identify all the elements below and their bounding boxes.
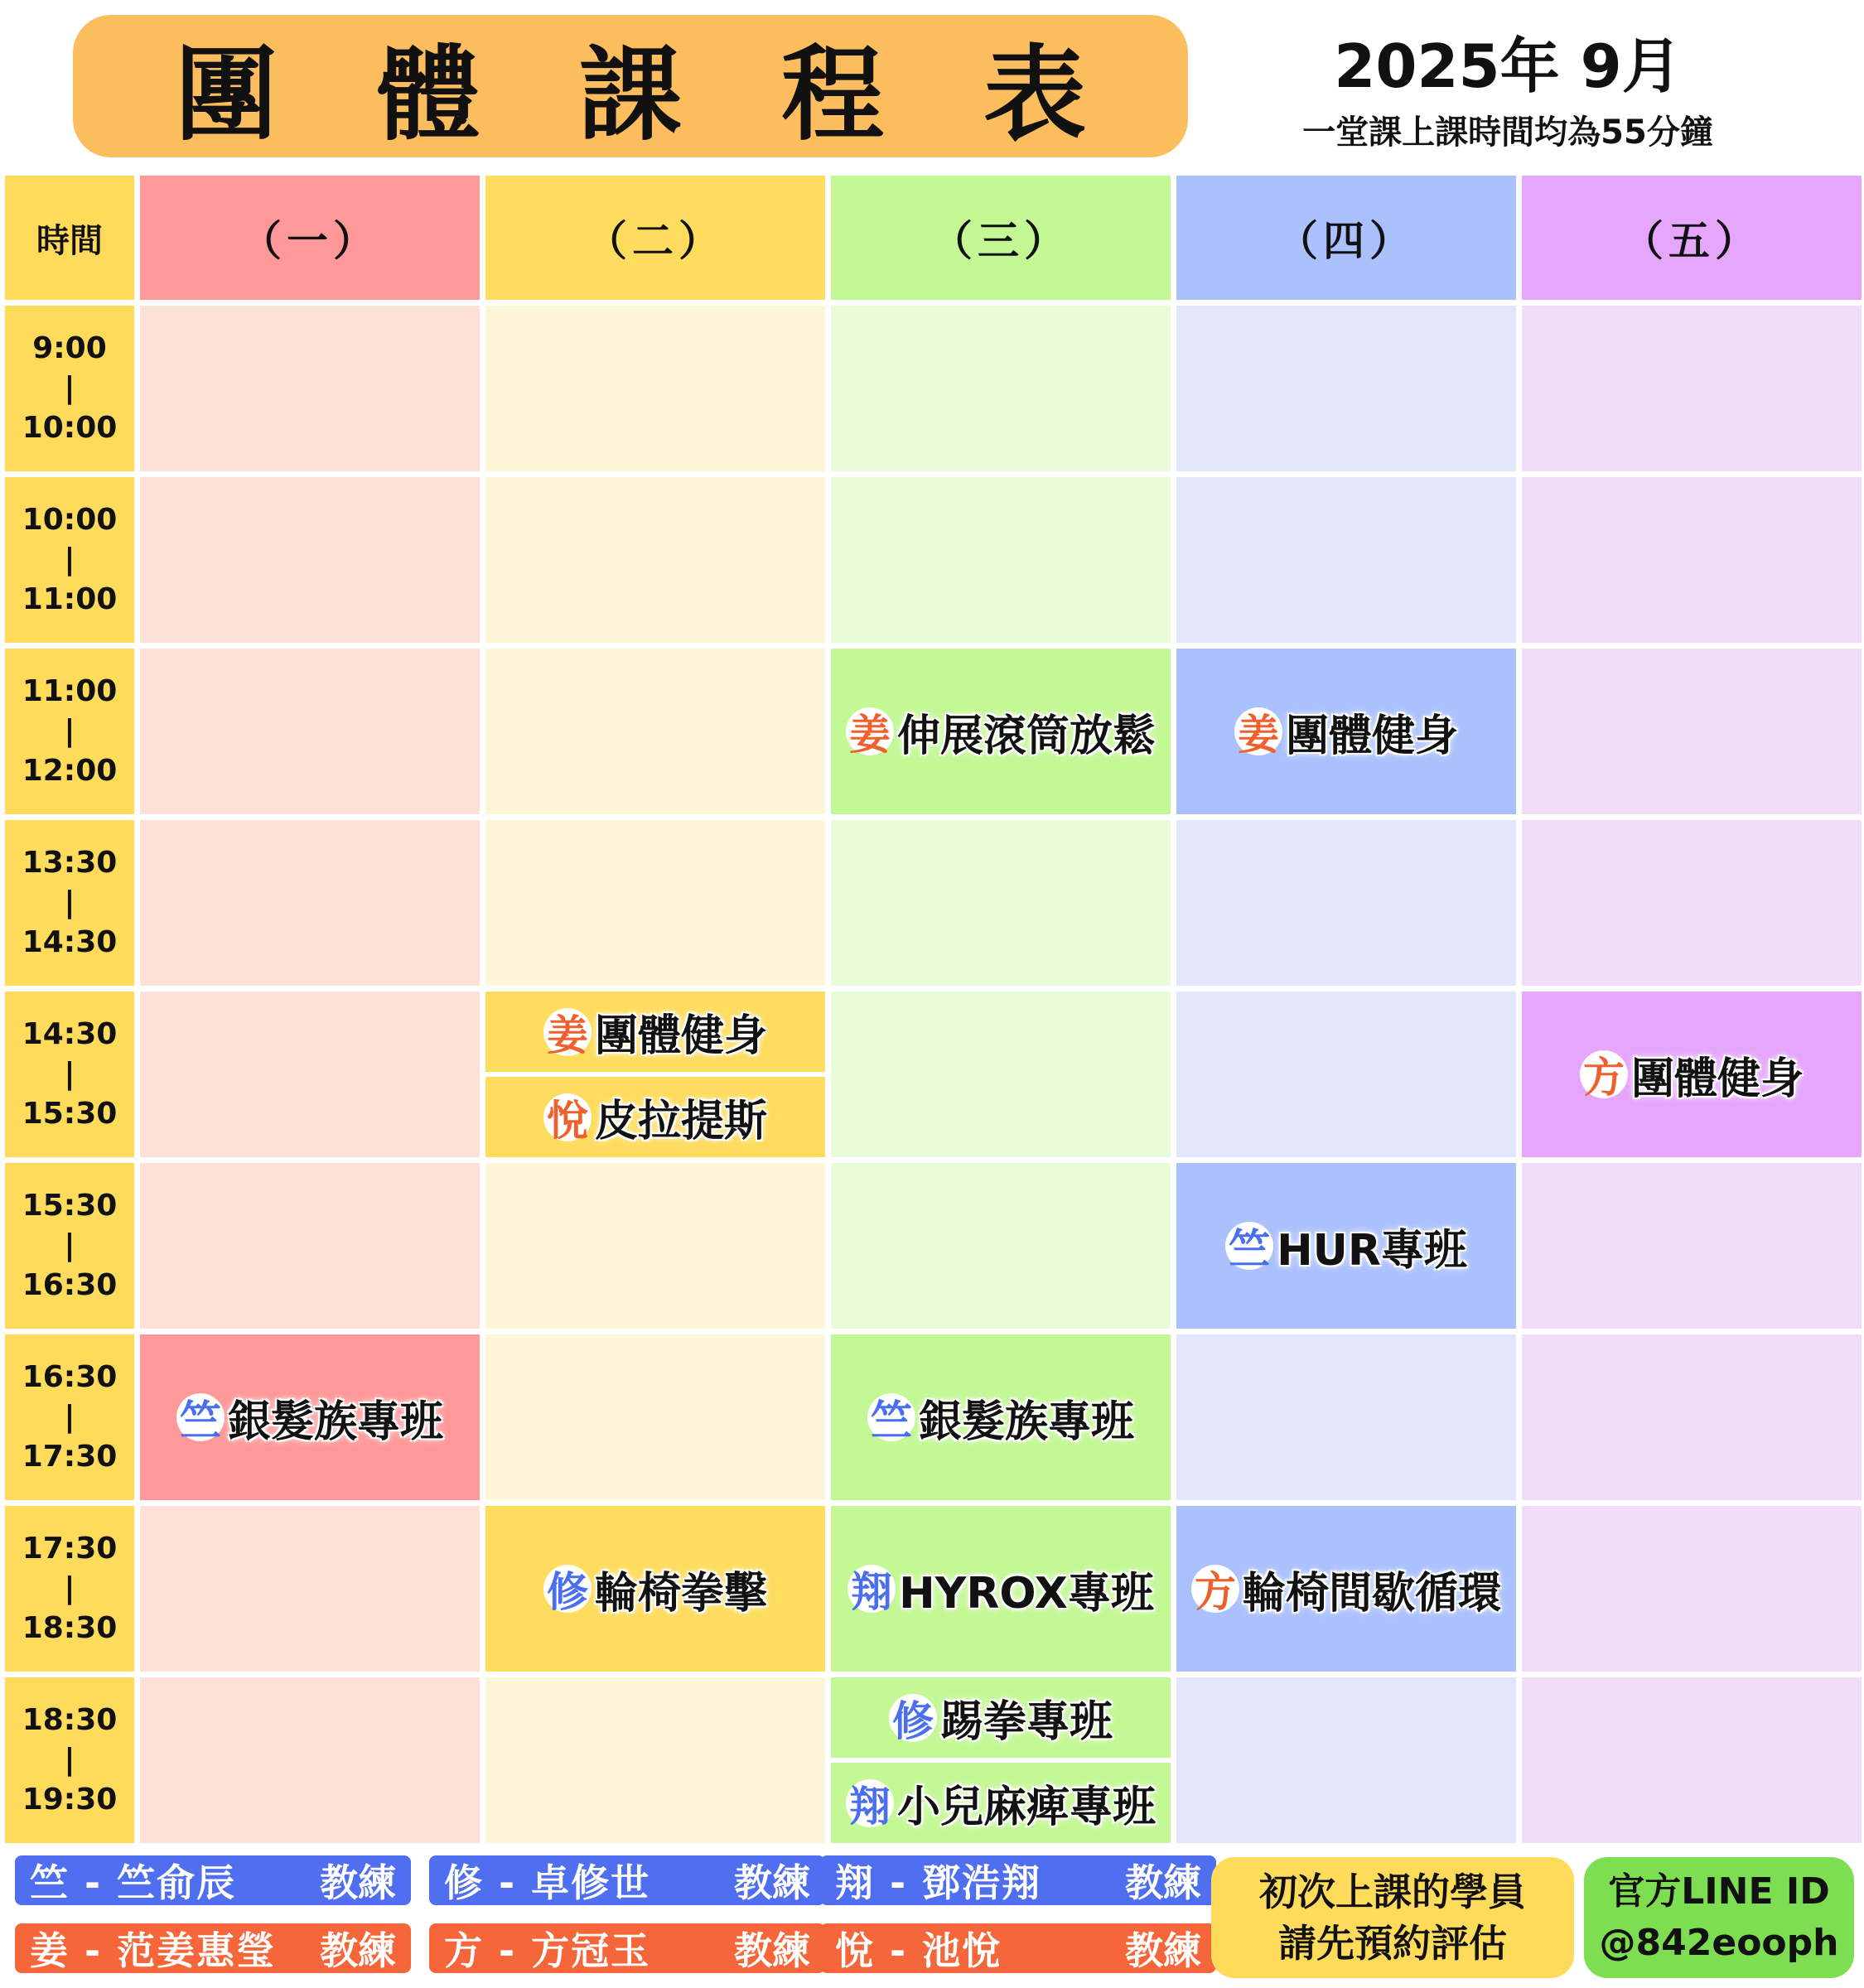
- coach-legend-item: [15, 1855, 411, 1905]
- class-name: HUR專班: [1277, 1225, 1467, 1276]
- class-name: 踢拳專班: [939, 1697, 1113, 1747]
- coach-title: 教練: [1125, 1928, 1201, 1973]
- schedule-cell: [831, 992, 1171, 1157]
- assessment-notice: [1211, 1857, 1574, 1978]
- class-name: 輪椅間歇循環: [1242, 1568, 1501, 1619]
- schedule-cell: [140, 306, 480, 471]
- coach-badge: 修: [889, 1694, 937, 1742]
- schedule-cell: [140, 1506, 480, 1672]
- time-start: 13:30: [22, 846, 118, 880]
- schedule-cell: [1176, 1334, 1516, 1500]
- day-header: （二）: [485, 176, 825, 300]
- schedule-cell: [1522, 306, 1862, 471]
- class-block[interactable]: [1176, 1506, 1516, 1672]
- coach-badge: 翔: [847, 1565, 896, 1613]
- schedule-cell: [831, 649, 1171, 814]
- line-id-box[interactable]: [1584, 1857, 1854, 1978]
- time-slot: [5, 1163, 134, 1329]
- schedule-cell: [1176, 1506, 1516, 1672]
- class-block[interactable]: [831, 1334, 1171, 1500]
- schedule-cell: [485, 306, 825, 471]
- time-slot: [5, 1677, 134, 1843]
- schedule-cell: [831, 1163, 1171, 1329]
- schedule-cell: [485, 992, 825, 1157]
- class-block[interactable]: [1176, 1163, 1516, 1329]
- time-sep: |: [64, 1057, 75, 1091]
- coach-name: 翔 - 鄧浩翔: [835, 1860, 1042, 1905]
- notice-line2: 請先預約評估: [1278, 1921, 1507, 1966]
- time-start: 9:00: [32, 331, 107, 365]
- coach-title: 教練: [320, 1860, 396, 1905]
- line-id-value: @842eooph: [1599, 1922, 1839, 1964]
- schedule-cell: [1176, 306, 1516, 471]
- coach-title: 教練: [320, 1928, 396, 1973]
- day-header: （一）: [140, 176, 480, 300]
- time-slot: [5, 1506, 134, 1672]
- class-block[interactable]: [831, 1506, 1171, 1672]
- time-slot: [5, 820, 134, 986]
- time-sep: |: [64, 1571, 75, 1605]
- coach-name: 竺 - 竺俞辰: [30, 1860, 237, 1905]
- time-end: 18:30: [22, 1611, 118, 1645]
- title-banner: [73, 15, 1188, 157]
- class-name: 銀髮族專班: [918, 1397, 1134, 1447]
- schedule-cell: [1522, 649, 1862, 814]
- class-name: 伸展滾筒放鬆: [896, 711, 1156, 761]
- schedule-table: [5, 176, 1862, 1843]
- schedule-cell: [1522, 477, 1862, 643]
- schedule-cell: [485, 477, 825, 643]
- coach-badge: 姜: [1234, 707, 1282, 755]
- coach-badge: 方: [1191, 1565, 1239, 1613]
- coach-legend-item: [820, 1855, 1216, 1905]
- day-header: （四）: [1176, 176, 1516, 300]
- coach-badge: 姜: [846, 707, 894, 755]
- class-name: 輪椅拳擊: [594, 1568, 767, 1619]
- schedule-cell: [831, 477, 1171, 643]
- month-label: 2025年 9月: [1334, 31, 1682, 101]
- notice-line1: 初次上課的學員: [1259, 1870, 1526, 1914]
- coach-badge: 竺: [1225, 1222, 1273, 1270]
- time-start: 10:00: [22, 503, 118, 537]
- schedule-cell: [1176, 992, 1516, 1157]
- coach-badge: 方: [1580, 1050, 1628, 1098]
- coach-title: 教練: [1125, 1860, 1201, 1905]
- class-name: 小兒麻痺專班: [896, 1783, 1156, 1832]
- time-end: 16:30: [22, 1268, 118, 1302]
- time-end: 17:30: [22, 1440, 118, 1474]
- schedule-cell: [1522, 1163, 1862, 1329]
- coach-badge: 修: [543, 1565, 592, 1613]
- coach-legend-item: [429, 1923, 825, 1973]
- coach-badge: 姜: [543, 1008, 592, 1056]
- class-block[interactable]: [485, 1506, 825, 1672]
- time-start: 14:30: [22, 1017, 118, 1051]
- coach-title: 教練: [734, 1860, 810, 1905]
- time-end: 19:30: [22, 1783, 118, 1817]
- schedule-cell: [140, 992, 480, 1157]
- class-block[interactable]: [831, 1763, 1171, 1843]
- schedule-cell: [140, 1163, 480, 1329]
- schedule-cell: [1522, 992, 1862, 1157]
- coach-badge: 竺: [867, 1393, 915, 1441]
- class-name: 團體健身: [1285, 711, 1458, 761]
- coach-name: 悅 - 池悅: [835, 1928, 1002, 1973]
- schedule-cell: [140, 477, 480, 643]
- time-slot: [5, 306, 134, 471]
- schedule-cell: [140, 820, 480, 986]
- time-end: 15:30: [22, 1097, 118, 1131]
- class-name: 銀髮族專班: [227, 1397, 443, 1447]
- schedule-cell: [485, 1677, 825, 1843]
- schedule-cell: [140, 1334, 480, 1500]
- time-sep: |: [64, 1228, 75, 1262]
- time-end: 14:30: [22, 925, 118, 959]
- page-title: 團體課程表: [174, 36, 1186, 155]
- schedule-cell: [831, 1677, 1171, 1843]
- schedule-cell: [140, 649, 480, 814]
- schedule-cell: [1522, 820, 1862, 986]
- class-block[interactable]: [1176, 649, 1516, 814]
- schedule-cell: [831, 306, 1171, 471]
- coach-legend-item: [429, 1855, 825, 1905]
- coach-name: 姜 - 范姜惠瑩: [30, 1928, 277, 1973]
- class-block[interactable]: [140, 1334, 480, 1500]
- time-sep: |: [64, 371, 75, 405]
- class-block[interactable]: [831, 649, 1171, 814]
- coach-badge: 悅: [543, 1093, 592, 1141]
- schedule-cell: [831, 1334, 1171, 1500]
- schedule-cell: [485, 1163, 825, 1329]
- time-end: 11:00: [22, 582, 118, 616]
- time-slot: [5, 649, 134, 814]
- time-slot: [5, 992, 134, 1157]
- schedule-cell: [1522, 1677, 1862, 1843]
- time-sep: |: [64, 543, 75, 577]
- class-name: 團體健身: [1630, 1054, 1804, 1104]
- time-end: 12:00: [22, 754, 118, 788]
- schedule-cell: [485, 649, 825, 814]
- schedule-cell: [485, 1334, 825, 1500]
- time-sep: |: [64, 885, 75, 919]
- time-header: 時間: [5, 176, 134, 300]
- class-name: 皮拉提斯: [594, 1097, 767, 1146]
- coach-badge: 翔: [846, 1779, 894, 1827]
- schedule-cell: [1522, 1506, 1862, 1672]
- class-block[interactable]: [831, 1677, 1171, 1758]
- coach-legend-item: [15, 1923, 411, 1973]
- class-block[interactable]: [1522, 992, 1862, 1157]
- time-start: 11:00: [22, 674, 118, 708]
- time-slot: [5, 1334, 134, 1500]
- class-block[interactable]: [485, 992, 825, 1072]
- time-start: 17:30: [22, 1532, 118, 1566]
- coach-name: 修 - 卓修世: [444, 1860, 651, 1905]
- class-name: 團體健身: [594, 1011, 767, 1061]
- time-start: 16:30: [22, 1360, 118, 1394]
- coach-title: 教練: [734, 1928, 810, 1973]
- schedule-cell: [485, 1506, 825, 1672]
- time-sep: |: [64, 714, 75, 748]
- time-slot: [5, 477, 134, 643]
- time-end: 10:00: [22, 411, 118, 445]
- schedule-cell: [140, 1677, 480, 1843]
- day-header: （五）: [1522, 176, 1862, 300]
- schedule-cell: [1176, 1163, 1516, 1329]
- time-start: 15:30: [22, 1189, 118, 1223]
- schedule-cell: [1176, 1677, 1516, 1843]
- class-block[interactable]: [485, 1077, 825, 1157]
- time-start: 18:30: [22, 1703, 118, 1737]
- schedule-cell: [1176, 477, 1516, 643]
- coach-badge: 竺: [176, 1393, 225, 1441]
- time-sep: |: [64, 1400, 75, 1434]
- schedule-cell: [485, 820, 825, 986]
- class-name: HYROX專班: [899, 1568, 1154, 1619]
- schedule-cell: [1522, 1334, 1862, 1500]
- coach-name: 方 - 方冠玉: [444, 1928, 651, 1973]
- schedule-cell: [1176, 649, 1516, 814]
- duration-note: 一堂課上課時間均為55分鐘: [1302, 113, 1713, 152]
- schedule-cell: [831, 1506, 1171, 1672]
- coach-legend-item: [820, 1923, 1216, 1973]
- time-sep: |: [64, 1743, 75, 1777]
- schedule-cell: [1176, 820, 1516, 986]
- schedule-cell: [831, 820, 1171, 986]
- day-header: （三）: [831, 176, 1171, 300]
- line-id-label: 官方LINE ID: [1608, 1870, 1830, 1913]
